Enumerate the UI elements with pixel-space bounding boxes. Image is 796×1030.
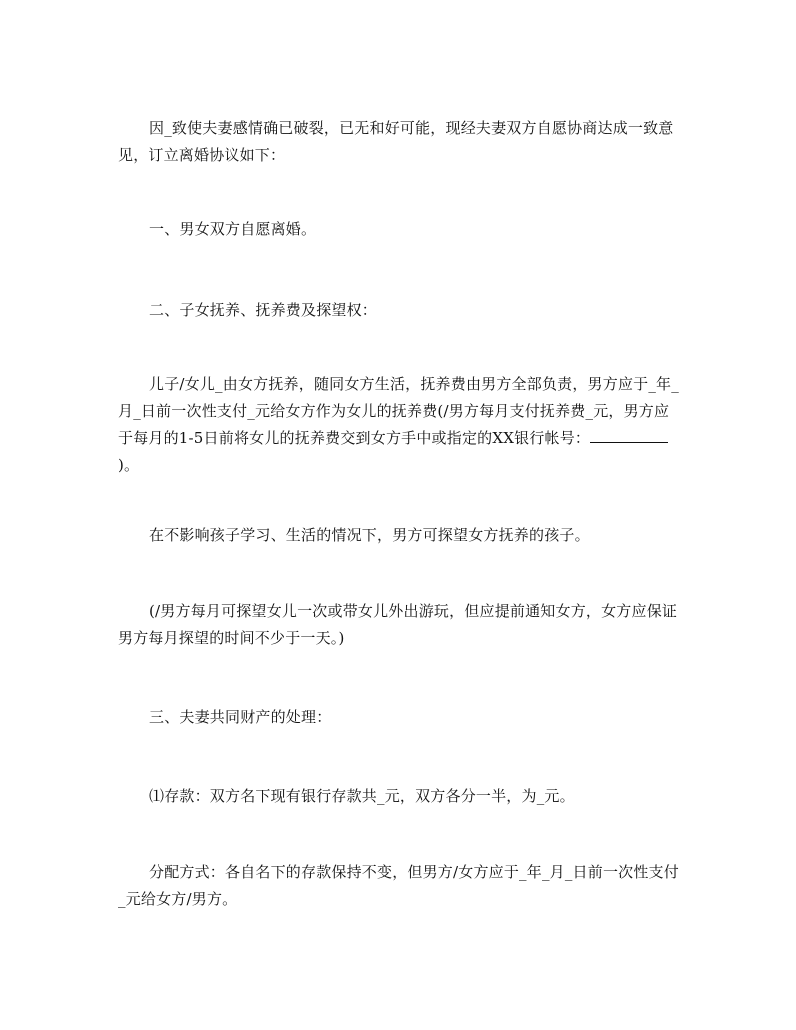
- item-3-distribution-method: 分配方式：各自名下的存款保持不变，但男方/女方应于_年_月_日前一次性支付_元给女方/男方。: [118, 863, 679, 908]
- item-1-mutual-divorce: 一、男女双方自愿离婚。: [149, 220, 317, 238]
- item-3-heading: 三、夫妻共同财产的处理：: [149, 708, 332, 726]
- custody-text-end: )。: [118, 456, 140, 474]
- custody-text: 儿子/女儿_由女方抚养，随同女方生活，抚养费由男方全部负责，男方应于_年_月_日前一次性支付_元给女方作为女儿的抚养费(/男方每月支付抚养费_元，男方应于每月的1-5日前将女儿的抚养费交到女方手中或指定的XX银行帐号：: [118, 375, 679, 447]
- item-3-deposit-paragraph: ⑴存款：双方名下现有银行存款共_元，双方各分一半，为_元。: [149, 787, 575, 805]
- item-2-custody-paragraph: [118, 371, 684, 479]
- account-number-blank: [590, 428, 668, 443]
- intro-paragraph: 因_致使夫妻感情确已破裂，已无和好可能，现经夫妻双方自愿协商达成一致意见，订立离婚协议如下：: [118, 119, 674, 164]
- item-2-visitation-paragraph: 在不影响孩子学习、生活的情况下，男方可探望女方抚养的孩子。: [149, 526, 590, 544]
- item-2-visitation-detail: (/男方每月可探望女儿一次或带女儿外出游玩，但应提前通知女方，女方应保证男方每月探望的时间不少于一天。): [118, 602, 678, 647]
- item-2-heading: 二、子女抚养、抚养费及探望权：: [149, 301, 378, 319]
